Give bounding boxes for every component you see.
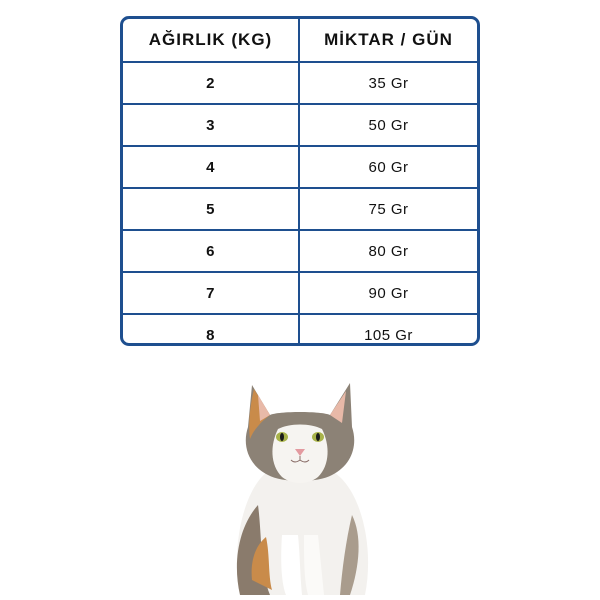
weight-cell: 8 — [123, 315, 300, 346]
weight-cell: 4 — [123, 147, 300, 187]
weight-cell: 2 — [123, 63, 300, 103]
table-row — [123, 187, 477, 229]
amount-cell: 80 Gr — [368, 242, 409, 260]
weight-cell: 7 — [123, 273, 300, 313]
table-row — [123, 145, 477, 187]
amount-cell: 60 Gr — [368, 158, 409, 176]
table-row — [123, 229, 477, 271]
cat-icon — [200, 365, 400, 595]
amount-column-header: MİKTAR / GÜN — [324, 30, 453, 49]
weight-cell: 5 — [123, 189, 300, 229]
weight-column-header: AĞIRLIK (KG) — [123, 19, 300, 61]
table-row — [123, 61, 477, 103]
table-row — [123, 313, 477, 346]
amount-cell: 75 Gr — [368, 200, 409, 218]
weight-cell: 6 — [123, 231, 300, 271]
table-header-row — [123, 19, 477, 61]
table-row — [123, 103, 477, 145]
feeding-table — [120, 16, 480, 346]
amount-cell: 50 Gr — [368, 116, 409, 134]
amount-cell: 35 Gr — [368, 74, 409, 92]
table-row — [123, 271, 477, 313]
amount-cell: 90 Gr — [368, 284, 409, 302]
weight-cell: 3 — [123, 105, 300, 145]
amount-cell: 105 Gr — [364, 326, 413, 344]
